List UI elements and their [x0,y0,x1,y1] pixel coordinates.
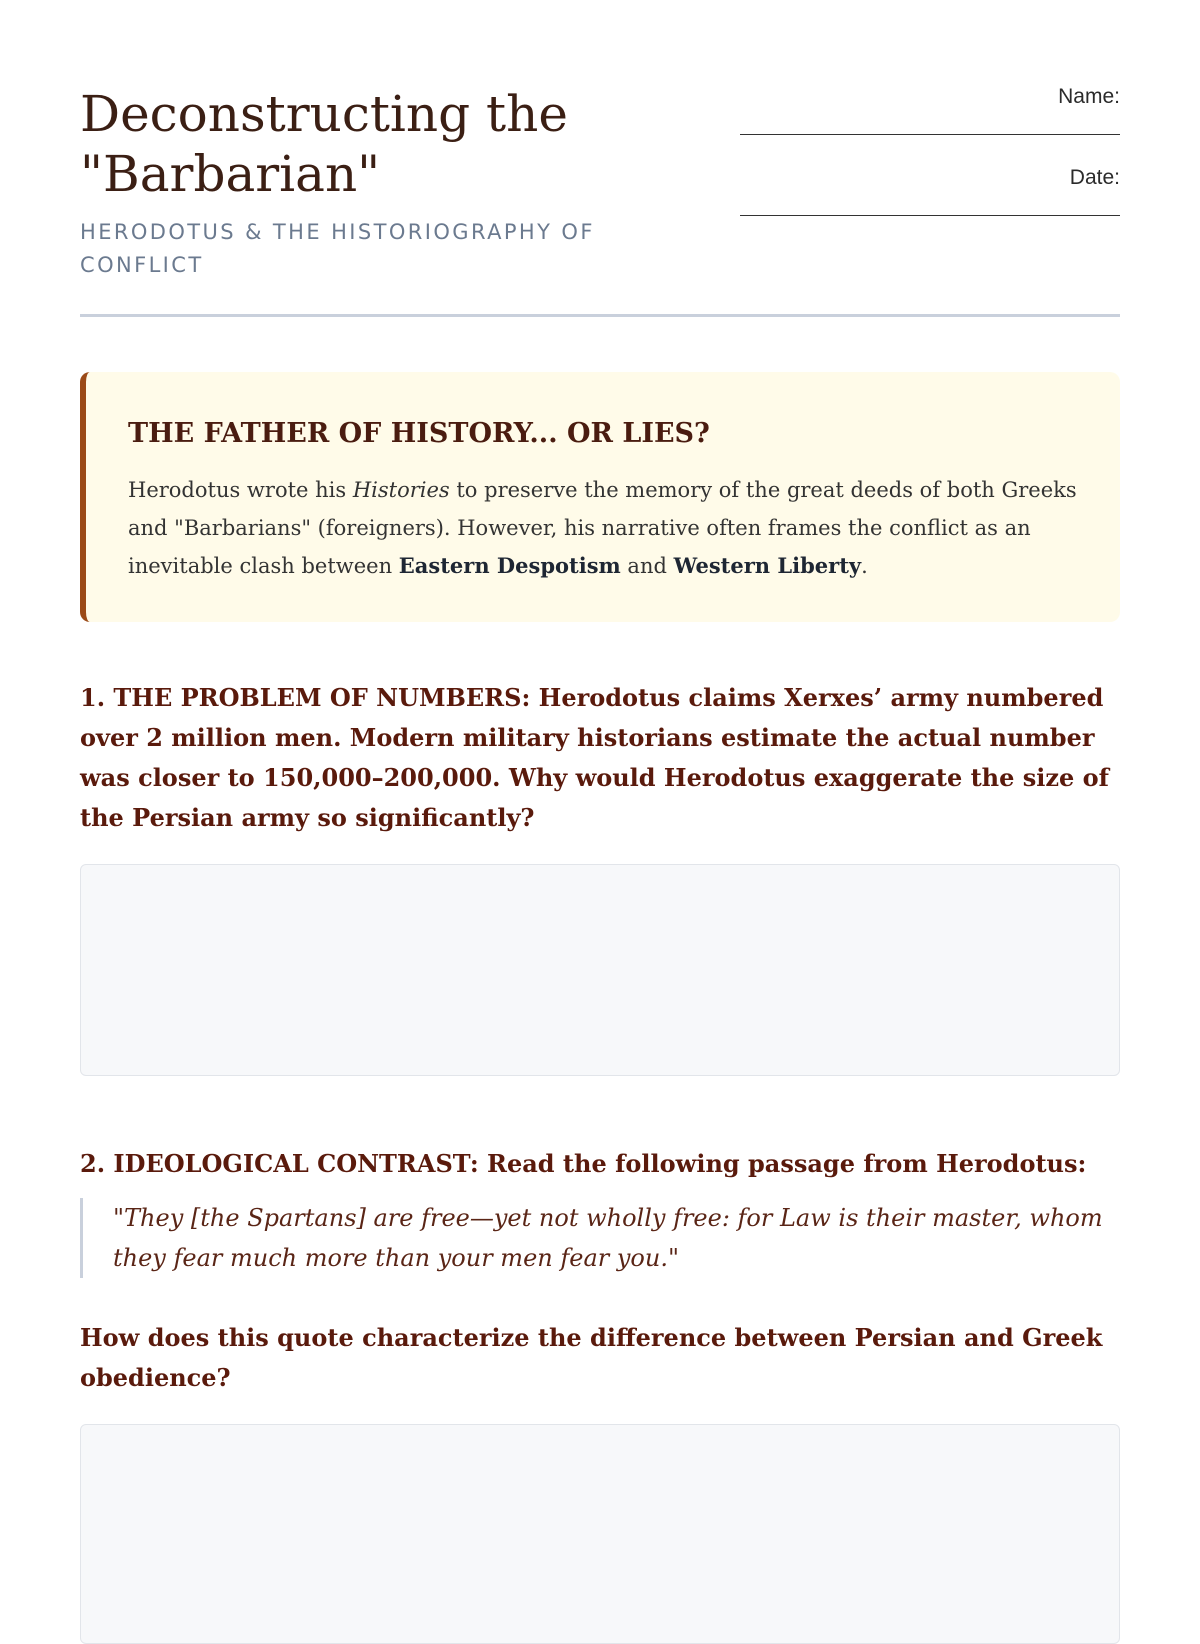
callout-text-3: and [620,554,674,578]
herodotus-quote: "They [the Spartans] are free—yet not wholly free: for Law is their master, whom they fear much more than your men fear you." [80,1198,1120,1278]
intro-callout [80,372,1120,622]
worksheet-header [80,84,1120,282]
student-info [740,84,1120,246]
callout-body [128,471,1080,585]
callout-italic-title: Histories [352,478,450,502]
header-divider [80,314,1120,317]
question-2: 2. IDEOLOGICAL CONTRAST: Read the following passage from Herodotus: [80,1149,1087,1178]
callout-text-1: Herodotus wrote his [128,478,353,502]
question-1: 1. THE PROBLEM OF NUMBERS: Herodotus claims Xerxes’ army numbered over 2 million men. Modern military historians estimate the actual number was closer to 150,000–200,000. Why would Herodotus exaggerate the size of the Persian army so significantly? [80,683,1109,832]
answer-box-2[interactable] [80,1424,1120,1644]
callout-title: THE FATHER OF HISTORY... OR LIES? [128,418,710,449]
date-label: Date: [1069,166,1120,189]
name-line[interactable] [740,134,1120,135]
question-2-followup: How does this quote characterize the difference between Persian and Greek obedience? [80,1323,1103,1392]
answer-box-1[interactable] [80,864,1120,1076]
callout-text-end: . [861,554,868,578]
callout-bold-1: Eastern Despotism [398,553,621,578]
page-subtitle: HERODOTUS & THE HISTORIOGRAPHY OF CONFLICT [80,220,595,277]
page-title: Deconstructing the "Barbarian" [80,85,568,203]
date-line[interactable] [740,215,1120,216]
callout-text-2: to preserve the memory of the great deeds of both Greeks and "Barbarians" (foreigners). However, his narrative often frames the conflict as an inevitable clash between [128,478,1077,578]
callout-bold-2: Western Liberty [673,553,862,578]
name-label: Name: [1058,85,1120,108]
